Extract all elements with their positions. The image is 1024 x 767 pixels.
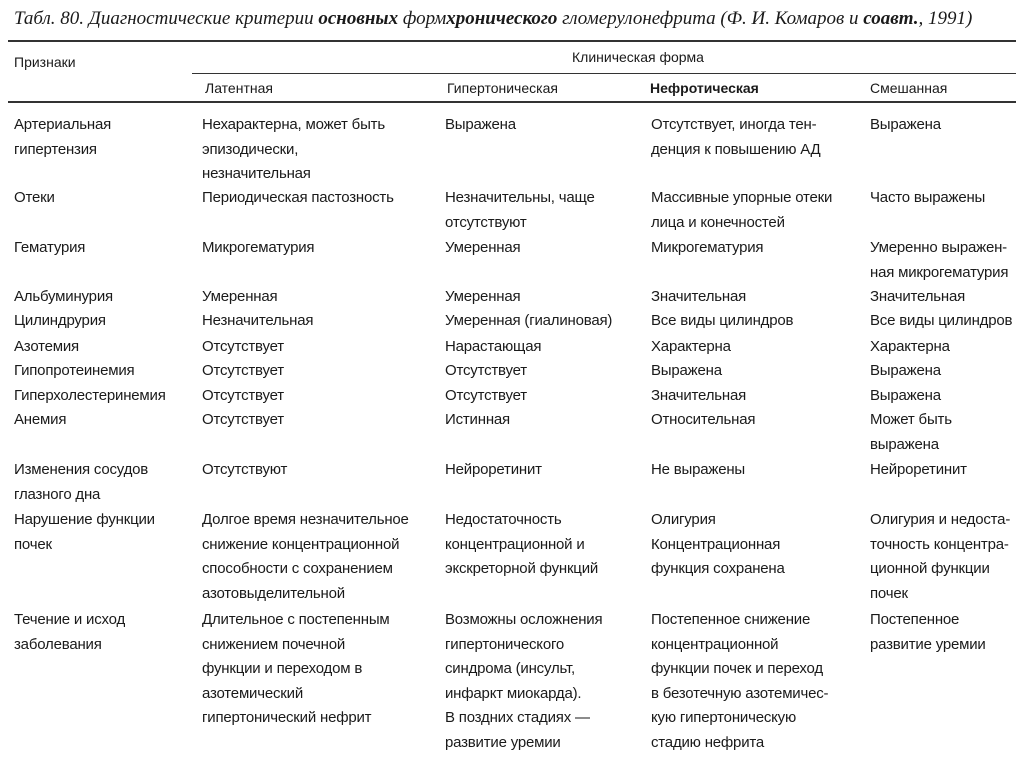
cell-nephrotic: Значительная xyxy=(651,288,747,305)
cell-mixed: Олигурия и недоста- точность концентра- ционной функции почек xyxy=(870,511,1011,602)
cell-mixed: Характерна xyxy=(870,338,950,355)
cell-nephrotic: Относительная xyxy=(651,411,756,428)
cell-mixed: Выражена xyxy=(870,116,941,133)
cell-nephrotic: Постепенное снижение концентрационной функции почек и переход в безотечную азотемичес- кую гипертоническую стадию нефрита xyxy=(651,611,829,751)
header-rule xyxy=(8,101,1016,103)
cell-hypertonic: Незначительны, чаще отсутствуют xyxy=(445,189,595,231)
cell-mixed: Часто выражены xyxy=(870,189,986,206)
header-form-latent: Латентная xyxy=(205,80,273,96)
cell-mixed: Может быть выражена xyxy=(870,411,952,453)
cell-nephrotic: Отсутствует, иногда тен- денция к повышению АД xyxy=(651,116,821,158)
row-sign: Изменения сосудов глазного дна xyxy=(14,461,149,503)
cell-hypertonic: Нарастающая xyxy=(445,338,542,355)
row-sign: Цилиндрурия xyxy=(14,312,106,329)
cell-latent: Умеренная xyxy=(202,288,278,305)
cell-hypertonic: Истинная xyxy=(445,411,510,428)
cell-mixed: Постепенное развитие уремии xyxy=(870,611,986,653)
cell-latent: Микрогематурия xyxy=(202,239,315,256)
cell-nephrotic: Выражена xyxy=(651,362,722,379)
cell-latent: Отсутствует xyxy=(202,362,284,379)
cell-nephrotic: Микрогематурия xyxy=(651,239,764,256)
cell-nephrotic: Все виды цилиндров xyxy=(651,312,794,329)
cell-mixed: Выражена xyxy=(870,387,941,404)
row-sign: Нарушение функции почек xyxy=(14,511,155,553)
row-sign: Отеки xyxy=(14,189,55,206)
cell-latent: Долгое время незначительное снижение концентрационной способности с сохранением азотовыделительной xyxy=(202,511,409,602)
cell-latent: Отсутствует xyxy=(202,338,284,355)
cell-hypertonic: Умеренная xyxy=(445,239,521,256)
cell-latent: Длительное с постепенным снижением почечной функции и переходом в азотемический гипертонический нефрит xyxy=(202,611,390,726)
cell-hypertonic: Отсутствует xyxy=(445,362,527,379)
cell-nephrotic: Значительная xyxy=(651,387,747,404)
header-clinical-form: Клиническая форма xyxy=(572,49,704,65)
cell-mixed: Значительная xyxy=(870,288,966,305)
header-form-mixed: Смешанная xyxy=(870,80,948,96)
cell-hypertonic: Недостаточность концентрационной и экскреторной функций xyxy=(445,511,599,577)
cell-nephrotic: Не выражены xyxy=(651,461,746,478)
cell-latent: Отсутствует xyxy=(202,411,284,428)
cell-hypertonic: Возможны осложнения гипертонического синдрома (инсульт, инфаркт миокарда). В поздних стадиях — развитие уремии xyxy=(445,611,603,751)
header-signs: Признаки xyxy=(14,54,76,70)
cell-latent: Отсутствует xyxy=(202,387,284,404)
row-sign: Артериальная гипертензия xyxy=(14,116,112,158)
row-sign: Альбуминурия xyxy=(14,288,113,305)
cell-mixed: Все виды цилиндров xyxy=(870,312,1013,329)
header-subrule xyxy=(192,73,1016,74)
row-sign: Гематурия xyxy=(14,239,86,256)
cell-nephrotic: Массивные упорные отеки лица и конечностей xyxy=(651,189,833,231)
cell-latent: Отсутствуют xyxy=(202,461,288,478)
table-title: Табл. 80. Диагностические критерии основных формхронического гломерулонефрита (Ф. И. Комаров и соавт., 1991) xyxy=(14,8,973,29)
cell-hypertonic: Отсутствует xyxy=(445,387,527,404)
cell-hypertonic: Нейроретинит xyxy=(445,461,542,478)
row-sign: Гипопротеинемия xyxy=(14,362,135,379)
header-form-hypertonic: Гипертоническая xyxy=(447,80,558,96)
cell-nephrotic: Олигурия Концентрационная функция сохранена xyxy=(651,511,785,577)
cell-hypertonic: Умеренная xyxy=(445,288,521,305)
header-form-nephrotic: Нефротическая xyxy=(650,80,759,96)
cell-hypertonic: Выражена xyxy=(445,116,516,133)
cell-mixed: Умеренно выражен- ная микрогематурия xyxy=(870,239,1009,281)
table-number: Табл. 80. xyxy=(14,8,84,29)
cell-mixed: Выражена xyxy=(870,362,941,379)
cell-nephrotic: Характерна xyxy=(651,338,731,355)
cell-mixed: Нейроретинит xyxy=(870,461,967,478)
cell-hypertonic: Умеренная (гиалиновая) xyxy=(445,312,613,329)
top-rule xyxy=(8,40,1016,42)
cell-latent: Периодическая пастозность xyxy=(202,189,394,206)
cell-latent: Нехарактерна, может быть эпизодически, незначительная xyxy=(202,116,385,182)
cell-latent: Незначительная xyxy=(202,312,314,329)
row-sign: Течение и исход заболевания xyxy=(14,611,126,653)
row-sign: Азотемия xyxy=(14,338,79,355)
row-sign: Анемия xyxy=(14,411,67,428)
row-sign: Гиперхолестеринемия xyxy=(14,387,166,404)
